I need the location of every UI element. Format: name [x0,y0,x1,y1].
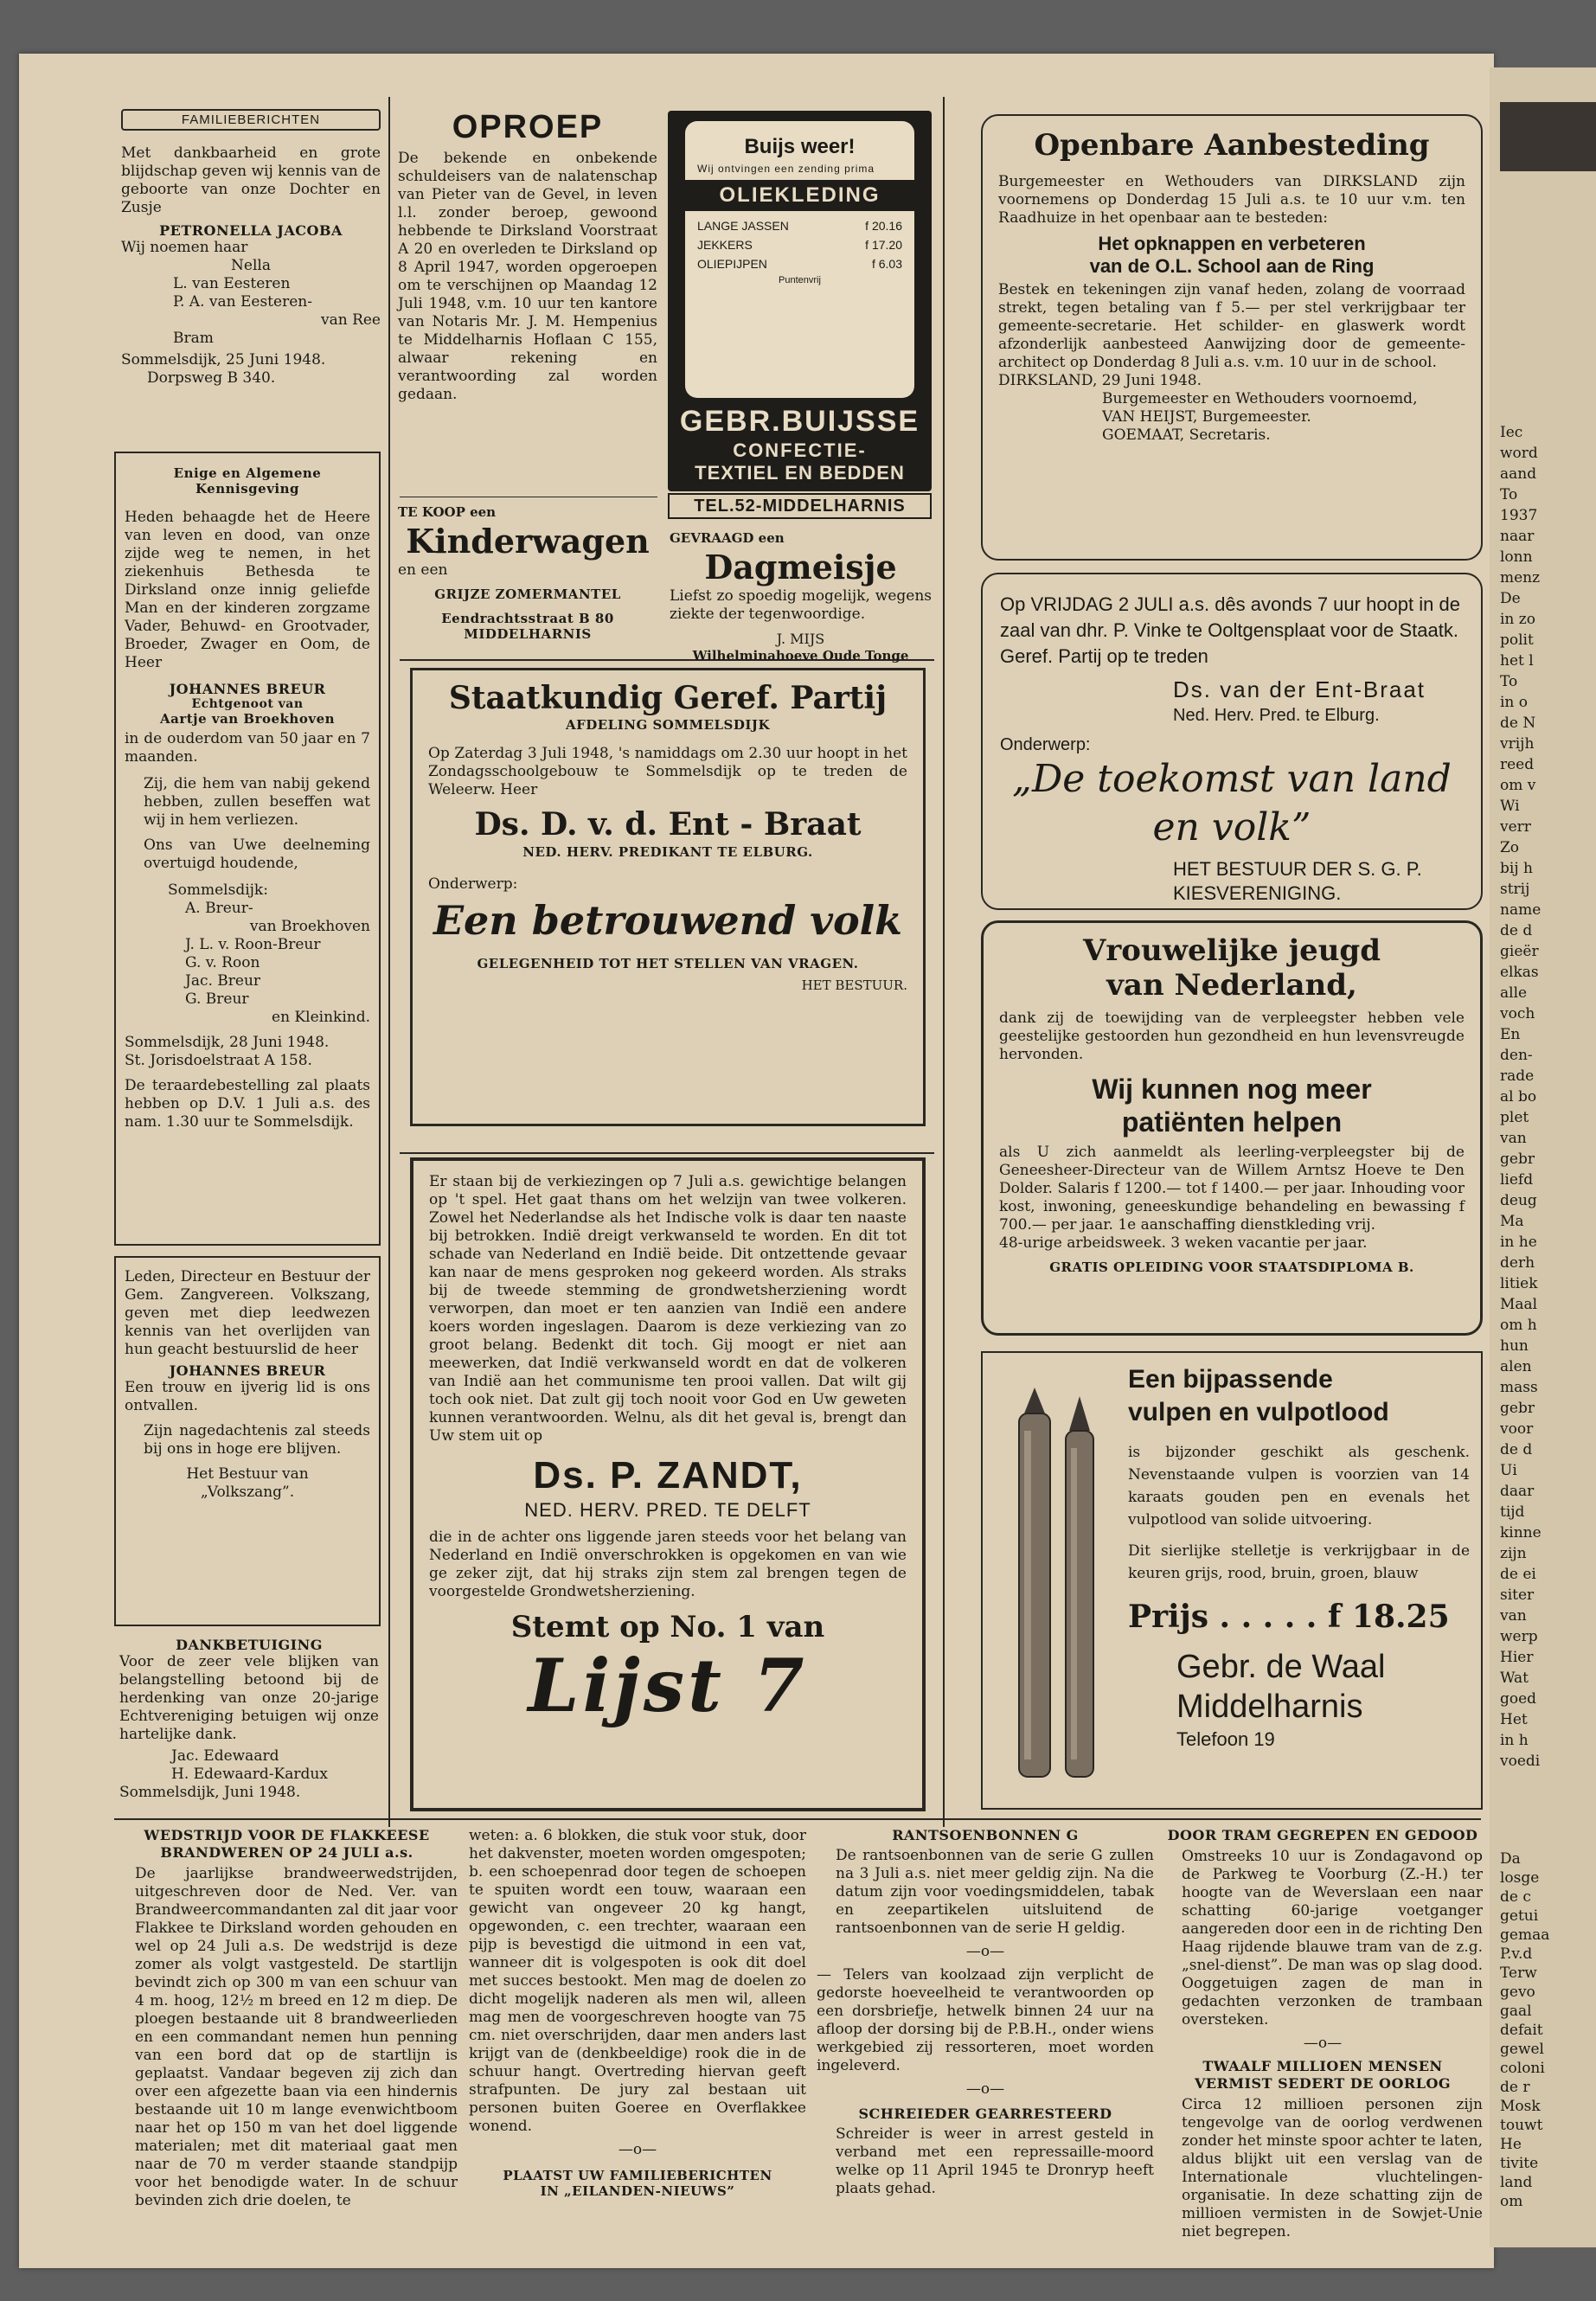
next-page-line: gieër [1500,943,1539,960]
aanbesteding-date: DIRKSLAND, 29 Juni 1948. [998,372,1202,389]
next-page-line: elkas [1500,964,1539,981]
separator: —o— [965,2080,1005,2098]
vulpen-ad [981,1351,1483,1810]
birth-sibling: Bram [173,330,214,347]
next-page-line: de r [1500,2079,1530,2096]
plaatst-notice: IN „EILANDEN-NIEUWS” [540,2183,735,2199]
death-quote: Zij, die hem van nabij gekend hebben, zullen beseffen wat wij in hem verliezen. [144,775,370,829]
tekoop-item2: GRIJZE ZOMERMANTEL [434,586,621,602]
next-page-line: siter [1500,1586,1535,1604]
aanbesteding-title: Openbare Aanbesteding [1034,128,1430,163]
aanbesteding-work: Het opknappen en verbeteren [1098,233,1366,254]
next-page-line: word [1500,445,1538,462]
next-page-line: deug [1500,1192,1537,1209]
gevraagd-body: Liefst zo spoedig mogelijk, wegens ziekte der tegenwoordige. [670,587,932,623]
vulpen-title: Een bijpassende [1128,1365,1333,1394]
price-item: LANGE JASSEN [697,219,789,233]
buijsse-sub: Wij ontvingen een zending prima [697,163,875,175]
next-page-line: Hier [1500,1649,1534,1666]
vrijdag-subject-label: Onderwerp: [1000,735,1091,754]
next-page-line: verr [1500,818,1531,836]
wedstrijd-title: WEDSTRIJD VOOR DE FLAKKEESE BRANDWEREN OP 24 JULI a.s. [144,1827,430,1861]
death-address: St. Jorisdoelstraat A 158. [125,1052,312,1069]
next-page-line: in zo [1500,611,1535,628]
dank-title: DANKBETUIGING [176,1637,323,1653]
jeugd-hours: 48-urige arbeidsweek. 3 weken vacantie per jaar. [999,1234,1368,1252]
gevraagd-name: J. MIJS [776,631,825,647]
vermist-title: TWAALF MILLIOEN MENSEN VERMIST SEDERT DE OORLOG [1194,2058,1452,2092]
aanbesteding-sign: GOEMAAT, Secretaris. [1102,426,1271,444]
vulpen-price: f 18.25 [1327,1599,1450,1635]
sgp-sign: HET BESTUUR. [801,977,907,993]
next-page-line: En [1500,1026,1521,1043]
zangvereen-name: JOHANNES BREUR [169,1362,326,1379]
next-page-line: rade [1500,1067,1535,1085]
buijsse-product: OLIEKLEDING [719,183,881,207]
family-notices [121,109,381,388]
buijsse-tel-box [668,493,932,519]
sgp-body: Op Zaterdag 3 Juli 1948, 's namiddags om 2.30 uur hoopt in het Zondagsschoolgebouw te Sommelsdijk op te treden de Weleerw. Heer [428,745,907,798]
next-page-line: defait [1500,2022,1543,2039]
vulpen-body: is bijzonder geschikt als geschenk. Nevenstaande vulpen is voorzien van 14 karaats gouden pen en evenals het vulpotlood van solide uitvoering. [1128,1444,1470,1529]
death-name: JOHANNES BREUR [169,681,326,697]
birth-nick: Nella [231,257,271,274]
aanbesteding-ad [981,114,1483,561]
next-page-line: zijn [1500,1545,1527,1562]
next-page-line: in he [1500,1234,1537,1251]
zangvereen-line: Zijn nagedachtenis zal steeds bij ons in hoge ere blijven. [144,1422,370,1458]
sgp-subject-label: Onderwerp: [428,875,518,893]
vrijdag-subject: „De toekomst van land en volk” [1012,757,1452,849]
mourner: G. v. Roon [185,954,260,971]
birth-announcement: Met dankbaarheid en grote blijdschap geven wij kennis van de geboorte van onze Dochter en Zusje [121,144,381,216]
tram-body: Omstreeks 10 uur is Zondagavond op de Parkweg te Voorburg (Z.-H.) ter hoogte van de Weverslaan een naar schatting 60-jarige voetganger aangereden door een in de richting Den Haag rijdende blauwe tram van de z.g. „snel-dienst”. De man was op slag dood. Ooggetuigen zagen de man in gedachten verzonken de trambaan oversteken. [1182,1848,1483,2029]
buijsse-ad [668,111,932,491]
sgp-sub: AFDELING SOMMELSDIJK [565,717,771,733]
jeugd-title: Vrouwelijke jeugd [1083,933,1381,968]
next-page-line: alle [1500,984,1528,1002]
birth-address: Dorpsweg B 340. [147,369,276,387]
separator: —o— [618,2141,657,2158]
tekoop-label: TE KOOP een [398,504,497,520]
vulpen-title: vulpen en vulpotlood [1128,1398,1389,1426]
next-page-line: naar [1500,528,1535,545]
vrijdag-sign: KIESVERENIGING. [1173,882,1342,904]
next-page-line: voch [1500,1005,1535,1022]
buijsse-headline: Buijs weer! [744,135,856,158]
dank-body: Voor de zeer vele blijken van belangstelling betoond bij de herdenking van onze 20-jarige Echtvereniging betuigen wij onze hartelijke dank. [119,1653,379,1743]
jeugd-headline: patiënten helpen [1121,1106,1343,1138]
next-page-line: derh [1500,1254,1535,1272]
lijst-list: Lijst 7 [528,1643,808,1728]
oproep-notice [398,109,657,404]
zangvereen-line: Een trouw en ijverig lid is ons ontvallen. [125,1379,370,1414]
jeugd-ad [981,920,1483,1336]
birth-call: Wij noemen haar [121,239,248,256]
vrijdag-role: Ned. Herv. Pred. te Elburg. [1173,706,1380,725]
next-page-line: gebr [1500,1150,1535,1168]
mourner: A. Breur- [185,900,253,917]
vulpen-shop: Middelharnis [1176,1689,1363,1725]
next-page-line: aand [1500,465,1537,483]
aanbesteding-intro: Burgemeester en Wethouders van DIRKSLAND zijn voornemens op Donderdag 15 Juli a.s. te 10 uur v.m. ten Raadhuize in het openbaar aan te besteden: [998,173,1465,227]
price-value: f 6.03 [871,257,902,271]
price-item: OLIEPIJPEN [697,257,767,271]
aanbesteding-body: Bestek en tekeningen zijn vanaf heden, zolang de voorraad strekt, tegen betaling van f 5.— per stel verkrijgbaar ter gemeente-secretarie. Het schilder- en glaswerk wordt afzonderlijk aanbesteed Aanwijzing door de gemeente-architect op Donderdag 8 Juli a.s. v.m. 10 uur in de school. [998,281,1465,371]
birth-parent: L. van Eesteren [173,275,291,292]
buijsse-product-band [685,180,914,211]
death-notice [114,452,381,1246]
wedstrijd-body2: weten: a. 6 blokken, die stuk voor stuk, door het dakvenster, moeten worden omgespoten; b. een schoepenrad door tegen de schoepen te spuiten wordt een touw, waaraan een gewicht van ongeveer 20 kg hangt, opgewonden, c. een trechter, waaraan een pijp is bevestigd die uitmond in een vat, wanneer dit is volgespoten is ook dit doel met succes bestookt. Men mag de doelen zo dicht mogelijk naderen als men wil, alleen mag men de voorgeschreven hoogte van 75 cm. niet overschrijden, daar men anders last krijgt van de (denkbeeldige) rook die in de schuur hangt. Overtreding hiervan geeft strafpunten. De jury zal bestaan uit personen buiten Goeree en Overflakkee wonend. [469,1827,806,2135]
next-page-line: lonn [1500,548,1533,566]
tekoop-and: en een [398,561,448,579]
next-page-line: losge [1500,1869,1540,1887]
buijsse-note: Puntenvrij [779,275,821,285]
next-page-line: Het [1500,1711,1528,1728]
next-page-line: om v [1500,777,1536,794]
death-title: Enige en Algemene [173,465,322,481]
zangvereen-notice [114,1256,381,1626]
pen-nib [1024,1388,1045,1413]
tekoop-address: MIDDELHARNIS [464,626,592,642]
gevraagd-ad [670,529,932,665]
death-body: Heden behaagde het de Heere van leven en dood, van onze zijde weg te nemen, in het ziekenhuis Bethesda te Dirksland onze innig geliefde Man en der kinderen zorgzame Vader, Behuwd- en Grootvader, Broeder, Zwager en Oom, de Heer [125,509,370,671]
buijsse-tel: TEL.52-MIDDELHARNIS [694,497,906,516]
dank-date: Sommelsdijk, Juni 1948. [119,1784,301,1801]
next-page-line: werp [1500,1628,1538,1645]
next-page-line: van [1500,1607,1527,1625]
next-page-line: Zo [1500,839,1520,856]
next-page-line: liefd [1500,1171,1534,1189]
next-page-line: daar [1500,1483,1535,1500]
sgp-ad [410,668,926,1126]
next-page-line: coloni [1500,2060,1545,2077]
birth-name: PETRONELLA JACOBA [159,222,343,239]
lijst-candidate: Ds. P. ZANDT, [533,1454,803,1497]
wedstrijd-body: De jaarlijkse brandweerwedstrijden, uitgeschreven door de Ned. Ver. van Brandweercommandanten zal dit jaar voor Flakkee te Dirksland worden gehouden en wel op 24 Juli a.s. De wedstrijd is deze zomer als volgt vastgesteld. De startlijn bevindt zich op 300 m van een schuur van 4 m. hoog, 12½ m breed en 12 m diep. De ploegen bestaande uit 8 brandweerlieden en een commandant nemen hun penning van een bord dat op de startlijn is geplaatst. Vandaar begeven zij zich dan over een afgezette baan via een hindernis bestaande uit 10 m lange evenwichtboom naar het op 150 m van het doel liggende materialen; met dit materiaal gaat men naar de 70 m verder staande standpijp voor het benodigde water. In de schuur bevinden zich drie doelen, te [135,1865,458,2209]
next-page-line: om [1500,2193,1523,2210]
next-page-line: polit [1500,631,1534,649]
next-page-line: in h [1500,1732,1529,1749]
price-value: f 20.16 [865,219,902,233]
pencil-barrel [1066,1431,1093,1777]
next-page-line: den- [1500,1047,1533,1064]
rantsoen-body: De rantsoenbonnen van de serie G zullen na 3 Juli a.s. niet meer geldig zijn. Na die datum zijn voor voedingsmiddelen, tabak en zeepartikelen uitsluitend de rantsoenbonnen van de serie H geldig. [836,1847,1154,1937]
price-row [697,235,902,254]
vrijdag-sign: HET BESTUUR DER S. G. P. [1173,858,1422,880]
mourner: Jac. Breur [185,972,261,990]
next-page-line: name [1500,901,1542,919]
aanbesteding-sign: Burgemeester en Wethouders voornoemd, [1102,390,1418,407]
next-page-line: mass [1500,1379,1538,1396]
next-page-line: voedi [1500,1753,1541,1770]
next-page-line: de c [1500,1888,1531,1906]
next-page-line: voor [1500,1420,1534,1438]
lijst-body: Er staan bij de verkiezingen op 7 Juli a.s. gewichtige belangen op 't spel. Het gaat thans om het welzijn van twee volkeren. Zowel het Nederlandse als het Indische volk is daar ten naaste bij betrokken. Indië dreigt verkwanseld te worden. En dit tot schade van Nederland en Indië beide. Dit ontzettende gevaar kan naar de mens gesproken nog gekeerd worden. Als straks bij de tweede stemming de grondwetsherziening wordt verworpen, dan moet er ten aanzien van Indië een andere koers worden ingeslagen. Daarom is deze verkiezing van zo groot belang. Bedenkt dit toch. Gij moogt er niet aan meewerken, dat Indië verkwanseld wordt en dat de volkeren van Indië aan het communisme ten prooi vallen. Dat wilt gij toch ook niet. Dat zult gij toch nooit voor God en Uw geweten kunnen verantwoorden. Welnu, als dit het geval is, brengt dan Uw stem uit op [429,1173,907,1445]
death-spouse: Aartje van Broekhoven [159,711,336,727]
jeugd-body: als U zich aanmeldt als leerling-verpleegster bij de Geneesheer-Directeur van de Willem Arntsz Hoeve te Den Dolder. Salaris f 1200.— tot f 1400.— per jaar. Inhouding voor kost, inwoning, geneeskundige behandeling en bewassing f 700.— per jaar. 1e aanschaffing dienstkleding vrij. [999,1144,1465,1234]
death-age: in de ouderdom van 50 jaar en 7 maanden. [125,730,370,766]
next-page-line: goed [1500,1690,1537,1708]
vulpen-body: Dit sierlijke stelletje is verkrijgbaar in de keuren grijs, rood, bruin, groen, blauw [1128,1542,1470,1582]
separator: —o— [965,1943,1005,1960]
dankbetuiging [119,1637,379,1802]
schreider-title: SCHREIEDER GEARRESTEERD [858,2106,1112,2122]
jeugd-intro: dank zij de toewijding van de verpleegster hebben vele geestelijke gestoorden hun gezondheid en hun levensvreugde hervonden. [999,1009,1465,1063]
gevraagd-label: GEVRAAGD een [670,530,785,546]
next-page-line: om h [1500,1317,1537,1334]
aanbesteding-work: van de O.L. School aan de Ring [1089,255,1375,277]
death-title: Kennisgeving [195,481,300,497]
next-page-masthead [1500,102,1596,171]
next-page-line: reed [1500,756,1535,773]
death-date: Sommelsdijk, 28 Juni 1948. [125,1034,330,1051]
tekoop-address: Eendrachtsstraat B 80 [441,611,614,626]
next-page-line: het l [1500,652,1534,670]
buijsse-line: TEXTIEL EN BEDDEN [695,462,905,484]
next-page-line: getui [1500,1907,1539,1925]
birth-place: Sommelsdijk, 25 Juni 1948. [121,351,326,369]
death-spouse: Echtgenoot van [191,697,304,711]
vulpen-price-row [1128,1599,1470,1635]
zangvereen-body: Leden, Directeur en Bestuur der Gem. Zangvereen. Volkszang, geven met diep leedwezen kennis van het overlijden van hun geacht bestuurslid de heer [125,1268,370,1358]
column-divider [388,97,390,1827]
vrijdag-speaker: Ds. van der Ent-Braat [1173,676,1426,702]
birth-parent: van Ree [320,311,381,329]
sgp-title: Staatkundig Geref. Partij [448,680,888,716]
vulpen-tel: Telefoon 19 [1176,1728,1275,1750]
tram-title: DOOR TRAM GEGREPEN EN GEDOOD [1167,1827,1478,1843]
section-divider [400,1152,934,1154]
next-page-line: litiek [1500,1275,1538,1292]
vulpen-text [1128,1363,1470,1753]
price-row [697,216,902,235]
death-place: Sommelsdijk: [168,881,268,899]
buijsse-pricelist [697,216,902,273]
oproep-title: OPROEP [452,109,604,145]
column-divider [943,97,945,1827]
dank-name: H. Edewaard-Kardux [171,1766,328,1783]
next-page-line: al bo [1500,1088,1537,1106]
next-page-text [1500,422,1595,1772]
pen-barrel [1019,1413,1050,1777]
pencil-tip [1069,1396,1090,1431]
next-page-line: gewel [1500,2041,1544,2058]
vulpen-shop: Gebr. de Waal [1176,1649,1386,1685]
jeugd-title: van Nederland, [1106,968,1357,1003]
next-page-line: De [1500,590,1521,607]
next-page-line: gaal [1500,2003,1532,2020]
buijsse-panel [685,121,914,398]
wedstrijd-article [116,1827,458,2210]
next-page-line: Iec [1500,424,1523,441]
next-page-line: de d [1500,1441,1533,1458]
rantsoen-article [817,1827,1154,2198]
next-page-line: van [1500,1130,1527,1147]
newspaper-page [19,54,1494,2268]
jeugd-foot: GRATIS OPLEIDING VOOR STAATSDIPLOMA B. [1049,1259,1414,1275]
mourner: J. L. v. Roon-Breur [185,936,321,953]
sgp-speaker: Ds. D. v. d. Ent - Braat [474,806,862,843]
next-page-line: plet [1500,1109,1529,1126]
sgp-note: GELEGENHEID TOT HET STELLEN VAN VRAGEN. [477,956,859,971]
next-page-line: Maal [1500,1296,1538,1313]
next-page-line: gevo [1500,1984,1535,2001]
zangvereen-sign: „Volkszang”. [200,1484,295,1501]
fountain-pen-image [1000,1379,1112,1794]
next-page-line: de ei [1500,1566,1536,1583]
next-page-line: 1937 [1500,507,1538,524]
next-page-line: de d [1500,922,1533,939]
vermist-body: Circa 12 millioen personen zijn tengevolge van de oorlog verdwenen zonder het minste spoor achter te laten, aldus blijkt uit een verslag van de Internationale vluchtelingen-organisatie. In deze schatting zijn de millioen vermisten in de Sowjet-Unie niet begrepen. [1182,2096,1483,2240]
sgp-subject: Een betrouwend volk [433,897,903,944]
lijst-vote: Stemt op No. 1 van [510,1610,825,1644]
tekoop-item: Kinderwagen [406,522,650,561]
pencil-highlight [1071,1448,1077,1759]
next-page-line: hun [1500,1337,1529,1355]
next-page-line: alen [1500,1358,1532,1375]
next-page-line: bij h [1500,860,1533,877]
next-page-line: P.v.d [1500,1945,1533,1963]
mourner: van Broekhoven [249,918,370,935]
vulpen-price-label: Prijs . . . . . [1128,1599,1317,1635]
death-sympathy: Ons van Uwe deelneming overtuigd houdende, [144,836,370,872]
buijsse-name: GEBR.BUIJSSE [679,405,920,438]
funeral-info: De teraardebestelling zal plaats hebben op D.V. 1 Juli a.s. des nam. 1.30 uur te Sommelsdijk. [125,1077,370,1131]
vrijdag-body: Op VRIJDAG 2 JULI a.s. dês avonds 7 uur hoopt in de zaal van dhr. P. Vinke te Ooltgensplaat voor de Staatk. Geref. Partij op te treden [1000,593,1460,667]
jeugd-headline: Wij kunnen nog meer [1092,1074,1372,1105]
koolzaad-article: — Telers van koolzaad zijn verplicht de gedorste hoeveelheid te verantwoorden op een dorsbriefje, hetwelk binnen 24 uur na afloop der dorsing bij de P.B.H., onder wiens werkgebied zij ressorteren, moet worden ingeleverd. [817,1966,1154,2074]
next-page-line: strij [1500,881,1530,898]
separator: —o— [1303,2035,1343,2052]
next-page-line: Mosk [1500,2098,1541,2115]
next-page-edge [1490,67,1596,2247]
buijsse-line: CONFECTIE- [733,439,867,461]
familieberichten-header: FAMILIEBERICHTEN [121,109,381,131]
next-page-line: Ui [1500,1462,1517,1479]
tekoop-ad [398,503,657,642]
birth-parent: P. A. van Eesteren- [173,293,312,311]
rantsoen-title: RANTSOENBONNEN G [892,1827,1079,1843]
dank-name: Jac. Edewaard [171,1747,279,1765]
section-divider [114,1818,1481,1820]
next-page-line: Wat [1500,1670,1529,1687]
aanbesteding-sign: VAN HEIJST, Burgemeester. [1102,408,1311,426]
schreider-body: Schreider is weer in arrest gesteld in verband met een repressaille-moord welke op 11 April 1945 te Dronryp heeft plaats gehad. [836,2125,1154,2197]
next-page-line: He [1500,2136,1522,2153]
vrijdag-ad [981,573,1483,910]
next-page-line: kinne [1500,1524,1542,1541]
next-page-text [1500,1849,1595,2211]
gevraagd-address: Wilhelminahoeve Oude Tonge [692,648,909,663]
next-page-line: gemaa [1500,1926,1550,1944]
zangvereen-sign: Het Bestuur van [186,1465,309,1483]
pen-highlight [1024,1431,1031,1759]
next-page-line: Ma [1500,1213,1524,1230]
wedstrijd-continued [469,1827,806,2199]
mourner: G. Breur [185,990,249,1008]
tram-article [1163,1827,1483,2241]
next-page-line: in o [1500,694,1529,711]
next-page-line: To [1500,486,1518,503]
price-value: f 17.20 [865,238,902,252]
gevraagd-item: Dagmeisje [704,548,897,586]
next-page-line: gebr [1500,1400,1535,1417]
next-page-line: menz [1500,569,1541,586]
next-page-line: de N [1500,715,1536,732]
next-page-line: touwt [1500,2117,1543,2134]
lijst7-ad [410,1157,926,1811]
plaatst-notice: PLAATST UW FAMILIEBERICHTEN [503,2168,772,2183]
lijst-body2: die in de achter ons liggende jaren steeds voor het belang van Nederland en Indië onverschrokken is opgekomen en van wie ge zeker zijt, dat hij straks zijn stem zal brengen tegen de voorgestelde Grondwetsherziening. [429,1529,907,1600]
oproep-body: De bekende en onbekende schuldeisers van de nalatenschap van Pieter van de Gevel, in leven l.l. zonder beroep, gewoond hebbende te Dirksland Voorstraat A 20 en overleden te Dirksland op 8 April 1947, worden opgeroepen om te verschijnen op Maandag 12 Juli 1948, v.m. 10 uur ten kantore van Notaris Mr. J. M. Hempenius te Middelharnis Hoflaan C 155, alwaar rekening en verantwoording zal worden gedaan. [398,150,657,403]
next-page-line: Wi [1500,798,1520,815]
next-page-line: tivite [1500,2155,1539,2172]
price-item: JEKKERS [697,238,753,252]
price-row [697,254,902,273]
next-page-line: Terw [1500,1965,1537,1982]
next-page-line: vrijh [1500,735,1535,753]
next-page-line: Da [1500,1850,1521,1868]
next-page-line: tijd [1500,1503,1525,1521]
lijst-role: NED. HERV. PRED. TE DELFT [524,1499,811,1521]
next-page-line: To [1500,673,1518,690]
sgp-role: NED. HERV. PREDIKANT TE ELBURG. [522,844,813,860]
next-page-line: land [1500,2174,1533,2191]
mourner: en Kleinkind. [272,1009,370,1026]
